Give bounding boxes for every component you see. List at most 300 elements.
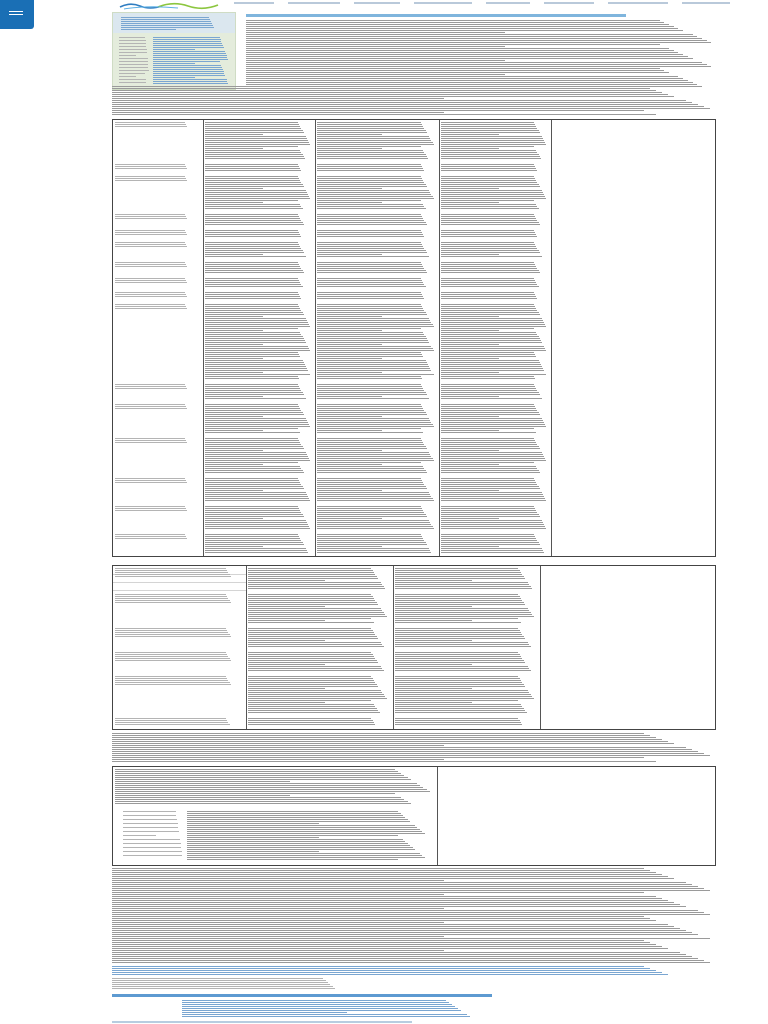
cell-text [441, 404, 547, 434]
text-line [205, 414, 304, 415]
body-paragraph [112, 733, 716, 763]
text-line [115, 724, 230, 725]
text-line [317, 472, 427, 473]
side-menu-tab[interactable] [0, 0, 34, 29]
text-line [317, 342, 429, 343]
footer-links[interactable] [112, 1021, 412, 1023]
text-line [441, 318, 542, 319]
text-line [153, 55, 227, 56]
text-line [317, 278, 421, 279]
text-line [115, 122, 185, 123]
cell-text [317, 262, 435, 274]
text-line [395, 572, 521, 573]
text-line [112, 954, 686, 955]
text-line [205, 410, 301, 411]
text-line [205, 470, 303, 471]
text-line [205, 446, 303, 447]
text-line [248, 698, 387, 699]
text-line [112, 886, 698, 887]
text-line [205, 542, 303, 543]
text-line [317, 176, 421, 177]
nav-item[interactable] [544, 2, 594, 4]
text-line [112, 944, 656, 945]
text-line [153, 37, 220, 38]
text-line [317, 152, 424, 153]
text-line [205, 242, 298, 243]
text-line [248, 654, 373, 655]
text-line [205, 376, 298, 377]
text-line [205, 358, 263, 359]
text-line [395, 604, 525, 605]
cell-label [115, 122, 195, 128]
text-line [115, 442, 187, 443]
text-line [317, 356, 423, 357]
text-line [441, 440, 535, 441]
text-line [317, 430, 382, 431]
text-line [182, 1014, 467, 1015]
text-line [441, 132, 540, 133]
text-line [317, 348, 433, 349]
nav-item[interactable] [608, 2, 668, 4]
text-line [205, 326, 310, 327]
column-divider [551, 120, 552, 556]
text-line [187, 857, 425, 858]
text-line [112, 755, 710, 756]
text-line [112, 974, 668, 975]
text-line [248, 670, 384, 671]
text-line [246, 32, 505, 33]
text-line [115, 280, 186, 281]
text-line [205, 146, 298, 147]
text-line [205, 126, 300, 127]
text-line [441, 206, 537, 207]
text-line [248, 638, 378, 639]
text-line [115, 775, 404, 776]
text-line [112, 950, 444, 951]
column-divider [315, 120, 316, 556]
text-line [317, 262, 421, 263]
text-line [112, 966, 644, 967]
text-line [395, 620, 472, 621]
text-line [441, 376, 534, 377]
text-line [115, 478, 185, 479]
text-line [112, 741, 668, 742]
text-line [115, 506, 185, 507]
text-line [153, 71, 224, 72]
nav-item[interactable] [414, 2, 472, 4]
text-line [205, 310, 301, 311]
text-line [441, 534, 534, 535]
text-line [246, 52, 678, 53]
text-line [205, 528, 310, 529]
text-line [441, 480, 535, 481]
text-line [317, 268, 424, 269]
text-line [441, 136, 542, 137]
cell-text [441, 506, 547, 530]
text-line [317, 542, 426, 543]
text-line [317, 506, 421, 507]
text-line [205, 230, 298, 231]
text-line [317, 298, 424, 299]
text-line [441, 268, 537, 269]
text-line [441, 430, 499, 431]
data-table-2 [112, 565, 716, 730]
text-line [205, 394, 304, 395]
text-line [395, 602, 524, 603]
text-line [115, 787, 423, 788]
text-line [317, 130, 426, 131]
cell-label [115, 594, 241, 604]
text-line [153, 41, 221, 42]
text-line [317, 220, 424, 221]
text-line [153, 47, 224, 48]
text-line [112, 934, 698, 935]
text-line [205, 270, 303, 271]
text-line [248, 642, 381, 643]
text-line [441, 352, 534, 353]
text-line [153, 73, 224, 74]
text-line [317, 140, 431, 141]
cell-text [317, 278, 435, 288]
text-line [441, 282, 536, 283]
text-line [317, 420, 430, 421]
text-line [441, 428, 534, 429]
text-line [112, 920, 656, 921]
text-line [119, 73, 145, 74]
text-line [205, 430, 263, 431]
text-line [441, 482, 536, 483]
text-line [248, 640, 325, 641]
text-line [395, 712, 527, 713]
text-line [205, 428, 298, 429]
nav-item[interactable] [486, 2, 530, 4]
text-line [317, 294, 422, 295]
text-line [317, 194, 431, 195]
text-line [246, 70, 664, 71]
text-line [441, 484, 537, 485]
cell-label [123, 811, 183, 861]
text-line [441, 150, 536, 151]
text-line [205, 392, 303, 393]
text-line [112, 92, 662, 93]
text-line [441, 204, 536, 205]
text-line [317, 404, 421, 405]
text-line [248, 620, 325, 621]
text-line [248, 676, 371, 677]
text-line [441, 378, 535, 379]
text-line [441, 414, 540, 415]
cell-text [441, 534, 547, 554]
text-line [205, 442, 300, 443]
text-line [112, 759, 444, 760]
text-line [441, 126, 536, 127]
text-line [317, 232, 422, 233]
cell-text [441, 122, 547, 160]
text-line [246, 82, 693, 83]
text-line [317, 292, 421, 293]
text-line [317, 460, 434, 461]
cell-text [317, 292, 435, 300]
text-line [441, 214, 534, 215]
text-line [187, 831, 422, 832]
text-line [248, 612, 384, 613]
text-line [395, 596, 520, 597]
text-line [441, 506, 534, 507]
text-line [187, 837, 319, 838]
text-line [248, 600, 375, 601]
text-line [112, 749, 692, 750]
text-line [441, 470, 539, 471]
text-line [248, 582, 381, 583]
text-line [441, 536, 535, 537]
text-line [112, 876, 668, 877]
text-line [395, 594, 518, 595]
text-line [115, 789, 427, 790]
text-line [317, 344, 382, 345]
text-line [112, 930, 686, 931]
text-line [441, 208, 539, 209]
text-line [205, 454, 307, 455]
text-line [317, 426, 434, 427]
text-line [317, 520, 429, 521]
cell-text [317, 478, 435, 502]
text-line [317, 314, 427, 315]
text-line [112, 739, 662, 740]
text-line [246, 42, 711, 43]
cell-text [395, 594, 535, 624]
text-line [205, 164, 298, 165]
nav-item[interactable] [682, 2, 730, 4]
text-line [205, 144, 310, 145]
text-line [248, 686, 378, 687]
text-line [248, 720, 373, 721]
text-line [112, 737, 656, 738]
text-line [317, 182, 424, 183]
text-line [441, 234, 536, 235]
text-line [115, 168, 187, 169]
text-line [441, 348, 545, 349]
cell-text [205, 438, 311, 474]
nav-item[interactable] [288, 2, 340, 4]
text-line [248, 608, 381, 609]
text-line [205, 432, 300, 433]
cell-text [441, 214, 547, 226]
text-line [248, 708, 377, 709]
text-line [205, 282, 300, 283]
text-line [317, 350, 434, 351]
text-line [441, 496, 544, 497]
text-line [205, 482, 300, 483]
text-line [205, 322, 308, 323]
text-line [441, 254, 499, 255]
text-line [153, 79, 227, 80]
text-line [115, 124, 186, 125]
text-line [395, 576, 524, 577]
cell-text [205, 176, 311, 210]
text-line [395, 644, 529, 645]
text-line [112, 978, 323, 979]
text-line [441, 420, 543, 421]
text-line [395, 618, 518, 619]
text-line [441, 542, 539, 543]
nav-item[interactable] [234, 2, 274, 4]
text-line [317, 372, 382, 373]
text-line [395, 666, 528, 667]
text-line [112, 956, 692, 957]
text-line [205, 194, 308, 195]
text-line [205, 128, 301, 129]
text-line [112, 108, 710, 109]
text-line [115, 779, 411, 780]
text-line [441, 166, 535, 167]
text-line [441, 494, 543, 495]
cell-text [441, 262, 547, 274]
text-line [112, 735, 650, 736]
text-line [441, 550, 543, 551]
text-line [317, 442, 423, 443]
text-line [441, 520, 542, 521]
text-line [119, 37, 145, 38]
text-line [112, 94, 668, 95]
text-line [317, 446, 426, 447]
text-line [205, 122, 298, 123]
text-line [187, 843, 408, 844]
text-line [115, 180, 187, 181]
text-line [115, 262, 185, 263]
site-logo[interactable] [118, 1, 228, 10]
text-line [441, 446, 539, 447]
text-line [395, 656, 521, 657]
text-line [441, 466, 536, 467]
cell-text [441, 278, 547, 288]
text-line [115, 678, 227, 679]
text-line [441, 410, 537, 411]
text-line [205, 538, 300, 539]
cell-text [395, 652, 535, 672]
text-line [395, 588, 532, 589]
text-line [317, 452, 429, 453]
text-line [441, 444, 537, 445]
text-line [123, 815, 176, 816]
text-line [205, 178, 299, 179]
text-line [112, 874, 662, 875]
text-line [112, 912, 704, 913]
text-line [115, 234, 187, 235]
text-line [317, 492, 429, 493]
text-line [248, 706, 375, 707]
text-line [395, 684, 524, 685]
text-line [115, 176, 185, 177]
text-line [115, 718, 226, 719]
text-line [187, 813, 401, 814]
cell-text [317, 506, 435, 530]
text-line [205, 316, 263, 317]
text-line [441, 452, 542, 453]
text-line [246, 28, 678, 29]
text-line [441, 122, 534, 123]
text-line [441, 280, 535, 281]
text-line [317, 424, 433, 425]
article-page [112, 0, 716, 1024]
text-line [317, 484, 424, 485]
text-line [182, 1010, 461, 1011]
text-line [246, 66, 711, 67]
text-line [441, 332, 536, 333]
intro-paragraph [246, 20, 716, 90]
cell-text [115, 769, 433, 805]
text-line [205, 352, 298, 353]
text-line [187, 839, 403, 840]
text-line [441, 552, 544, 553]
text-line [317, 252, 427, 253]
text-line [205, 268, 301, 269]
text-line [187, 825, 415, 826]
text-line [246, 64, 707, 65]
text-line [395, 570, 520, 571]
text-line [395, 616, 534, 617]
cell-label [115, 230, 195, 236]
text-line [441, 158, 541, 159]
text-line [112, 90, 656, 91]
text-line [119, 40, 146, 41]
text-line [115, 246, 187, 247]
text-line [248, 584, 382, 585]
text-line [317, 482, 423, 483]
text-line [115, 576, 231, 577]
cell-text [205, 292, 311, 300]
text-line [205, 506, 298, 507]
text-line [317, 264, 422, 265]
text-line [115, 793, 395, 794]
text-line [441, 176, 534, 177]
text-line [115, 384, 185, 385]
text-line [441, 344, 499, 345]
cell-text [395, 676, 535, 714]
text-line [317, 336, 426, 337]
text-line [115, 178, 186, 179]
text-line [248, 704, 374, 705]
text-line [441, 526, 545, 527]
text-line [317, 398, 429, 399]
text-line [441, 252, 540, 253]
text-line [115, 680, 228, 681]
text-line [123, 831, 179, 832]
text-line [115, 164, 185, 165]
text-line [246, 60, 505, 61]
text-line [115, 438, 185, 439]
text-line [115, 242, 185, 243]
text-line [395, 580, 472, 581]
text-line [248, 578, 378, 579]
text-line [115, 126, 187, 127]
text-line [395, 598, 521, 599]
text-line [317, 524, 431, 525]
text-line [112, 761, 656, 762]
text-line [115, 570, 227, 571]
text-line [395, 634, 522, 635]
nav-item[interactable] [354, 2, 400, 4]
text-line [317, 346, 431, 347]
text-line [246, 22, 664, 23]
text-line [395, 586, 531, 587]
text-line [441, 356, 536, 357]
text-line [441, 406, 535, 407]
text-line [153, 61, 220, 62]
text-line [248, 636, 377, 637]
text-line [205, 390, 301, 391]
text-line [441, 524, 544, 525]
text-line [395, 584, 529, 585]
